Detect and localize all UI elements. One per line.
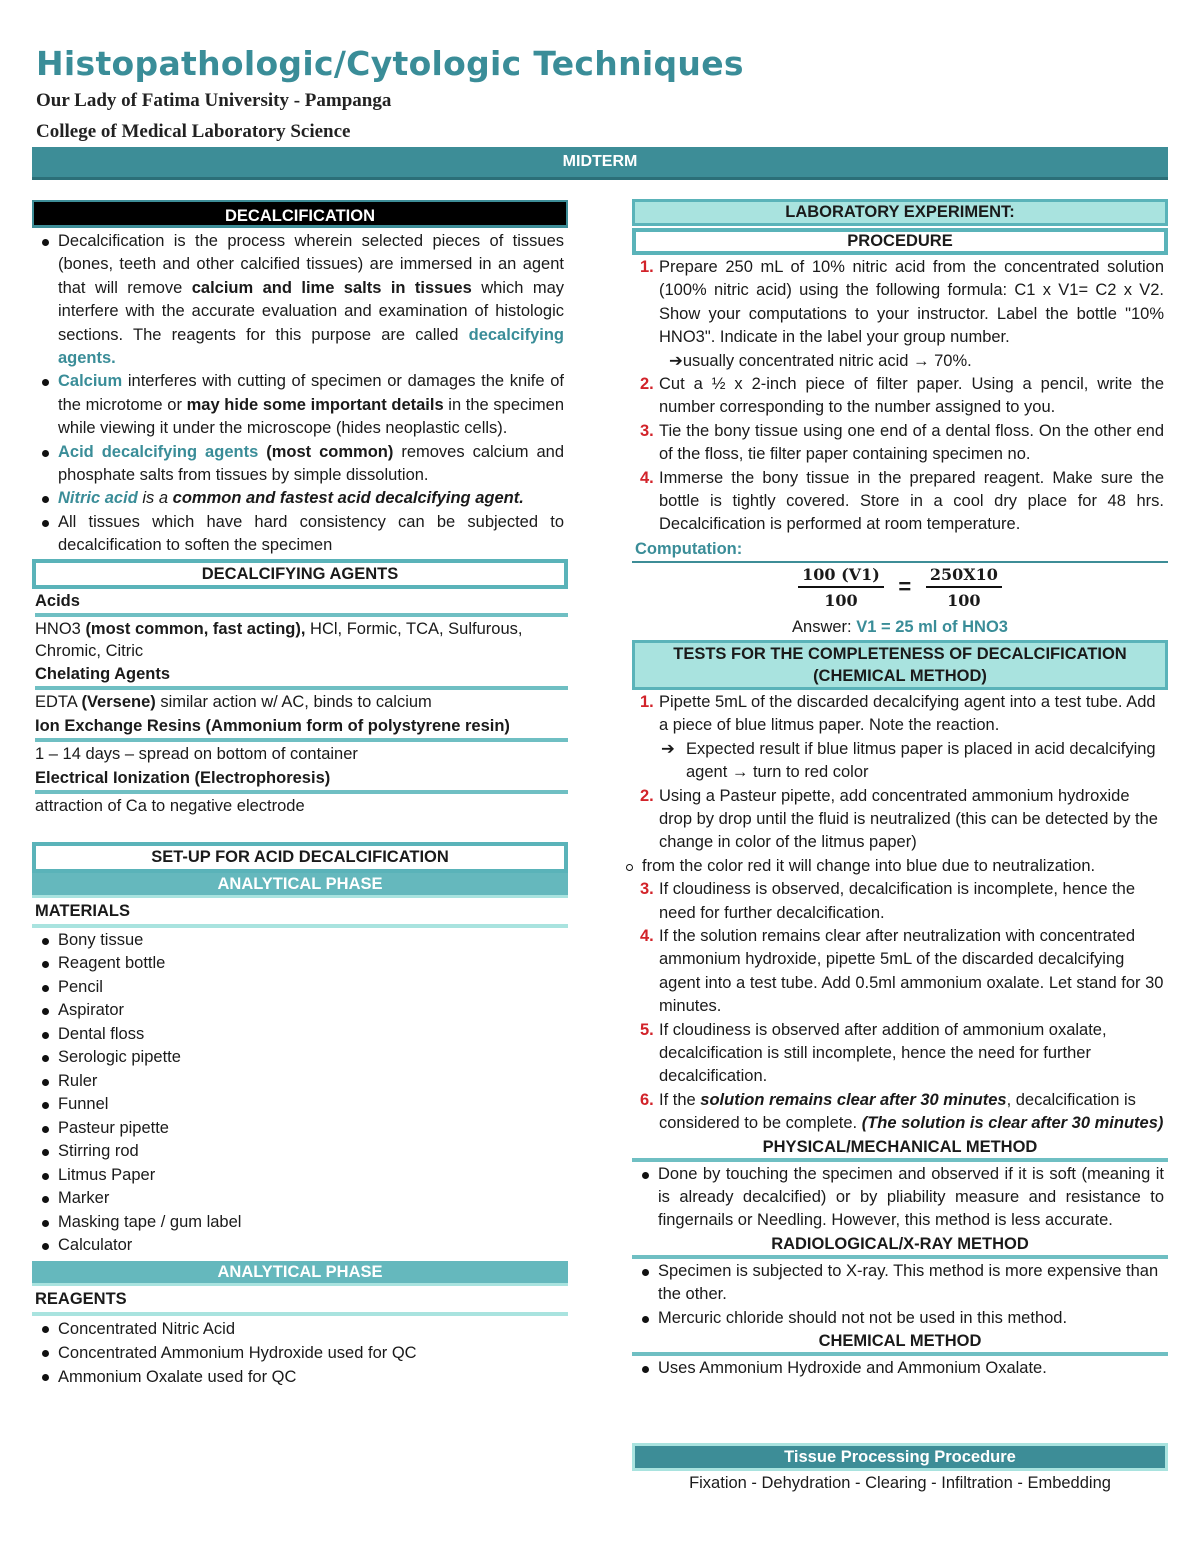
test-step: 5. If cloudiness is observed after addition of ammonium oxalate, decalcification is still incomplete, hence the need for further decalcification. (640, 1020, 1107, 1086)
procedure-heading: PROCEDURE (632, 228, 1168, 255)
test-note: ➔ Expected result if blue litmus paper is placed in acid decalcifying agent → turn to red color (661, 739, 1156, 782)
list-item: Concentrated Nitric Acid (32, 1317, 568, 1341)
setup-heading: SET-UP FOR ACID DECALCIFICATION (32, 842, 568, 873)
list-item: Bony tissue (32, 929, 568, 953)
physical-method-list (632, 1163, 1168, 1233)
electrical-label: Electrical Ionization (Electrophoresis) (35, 766, 568, 794)
chelating-label: Chelating Agents (35, 662, 568, 690)
list-item: All tissues which have hard consistency can be subjected to decalcification to soften the specimen (32, 511, 564, 558)
list-item: from the color red it will change into blue due to neutralization. (616, 855, 1168, 878)
list-item: Calculator (32, 1234, 568, 1258)
analytical-phase-heading-2: ANALYTICAL PHASE (32, 1261, 568, 1286)
tissue-processing-text: Fixation - Dehydration - Clearing - Infiltration - Embedding (689, 1474, 1111, 1492)
test-step: 1. Pipette 5mL of the discarded decalcifying agent into a test tube. Add a piece of blue litmus paper. Note the reaction. ➔ Expected result if blue litmus paper is placed in acid decalcifying agent → turn to red color (632, 691, 1164, 785)
right-column (632, 199, 1168, 1380)
list-item: Pencil (32, 976, 568, 1000)
computation-formula (632, 565, 1168, 615)
left-column (32, 200, 568, 1389)
list-item: Acid decalcifying agents (most common) removes calcium and phosphate salts from tissues by simple dissolution. (32, 441, 564, 488)
materials-list (32, 929, 568, 1258)
list-item: Masking tape / gum label (32, 1211, 568, 1235)
test-sublist (616, 855, 1168, 878)
materials-label: MATERIALS (32, 898, 568, 928)
answer: Answer: V1 = 25 ml of HNO3 (792, 617, 1008, 636)
list-item: Specimen is subjected to X-ray. This method is more expensive than the other. (632, 1260, 1164, 1307)
page-title: Histopathologic/Cytologic Techniques (36, 44, 744, 83)
midterm-banner: MIDTERM (32, 147, 1168, 177)
arrow-icon: ➔ (661, 739, 675, 758)
ion-exchange-text: 1 – 14 days – spread on bottom of container (35, 744, 358, 763)
radiological-method-list (632, 1260, 1168, 1330)
fraction-right: $\frac{250X10}{100}$ (926, 565, 1002, 610)
acids-label: Acids (35, 589, 568, 617)
list-item: Dental floss (32, 1023, 568, 1047)
list-item: Done by touching the specimen and observed if it is soft (meaning it is already decalcified) or by pliability measure and resistance to fingernails or Needling. However, this method is less accurate. (632, 1163, 1164, 1233)
list-item: Nitric acid is a common and fastest acid decalcifying agent. (32, 487, 564, 510)
lab-experiment-heading: LABORATORY EXPERIMENT: (632, 199, 1168, 226)
computation-label: Computation: (632, 537, 1168, 563)
college-name: College of Medical Laboratory Science (36, 121, 351, 142)
procedure-step: 1. Prepare 250 mL of 10% nitric acid from the concentrated solution (100% nitric acid) using the following formula: C1 x V1= C2 x V2. Show your computations to your instructor. Label the bottle "10% HNO3". Indicate in the label your group number. ➔usually concentrated nitric acid → 70%. (632, 256, 1164, 373)
decalcification-list (32, 230, 568, 558)
list-item: Marker (32, 1187, 568, 1211)
list-item: Calcium interferes with cutting of specimen or damages the knife of the microtome or may hide some important details in the specimen while viewing it under the microscope (hides neoplastic cells). (32, 370, 564, 440)
chemical-method-list (632, 1357, 1168, 1380)
test-step: 2. Using a Pasteur pipette, add concentrated ammonium hydroxide drop by drop until the fluid is neutralized (this can be detected by the change in color of the litmus paper) (640, 786, 1158, 852)
radiological-method-heading: RADIOLOGICAL/X-RAY METHOD (632, 1233, 1168, 1259)
test-step: 6. If the solution remains clear after 30 minutes, decalcification is considered to be complete. (The solution is clear after 30 minutes) (640, 1090, 1164, 1133)
step-note: ➔usually concentrated nitric acid → 70%. (669, 351, 972, 370)
list-item: Concentrated Ammonium Hydroxide used for QC (32, 1341, 568, 1365)
list-item: Ruler (32, 1070, 568, 1094)
decalcification-heading: DECALCIFICATION (32, 200, 568, 228)
list-item: Stirring rod (32, 1140, 568, 1164)
equals-sign: = (898, 574, 912, 600)
tests-heading: TESTS FOR THE COMPLETENESS OF DECALCIFICATION (CHEMICAL METHOD) (632, 640, 1168, 690)
acids-text: HNO3 (most common, fast acting), HCl, Formic, TCA, Sulfurous, Chromic, Citric (35, 619, 523, 660)
list-item: Funnel (32, 1093, 568, 1117)
university-name: Our Lady of Fatima University - Pampanga (36, 90, 392, 111)
tests-list (632, 691, 1168, 855)
list-item: Uses Ammonium Hydroxide and Ammonium Oxalate. (632, 1357, 1168, 1380)
procedure-step: 4. Immerse the bony tissue in the prepared reagent. Make sure the bottle is tightly covered. Store in a cool dry place for 48 hrs. Decalcification is performed at room temperature. (640, 468, 1164, 534)
list-item: Aspirator (32, 999, 568, 1023)
procedure-step: 2. Cut a ½ x 2-inch piece of filter paper. Using a pencil, write the number corresponding to the number assigned to you. (640, 375, 1164, 417)
analytical-phase-heading: ANALYTICAL PHASE (32, 873, 568, 898)
list-item: Decalcification is the process wherein selected pieces of tissues (bones, teeth and other calcified tissues) are immersed in an agent that will remove calcium and lime salts in tissues which may interfere with the accurate evaluation and examination of histologic sections. The reagents for this purpose are called decalcifying agents. (32, 230, 564, 370)
fraction-left: $\frac{100 (V1)}{100}$ (798, 565, 884, 610)
tissue-processing-heading: Tissue Processing Procedure (632, 1443, 1168, 1471)
tests-list-continued (632, 878, 1168, 1135)
list-item: Ammonium Oxalate used for QC (32, 1365, 568, 1389)
reagents-list (32, 1317, 568, 1389)
reagents-label: REAGENTS (32, 1286, 568, 1316)
list-item: Mercuric chloride should not not be used in this method. (632, 1307, 1164, 1330)
test-step: 4. If the solution remains clear after neutralization with concentrated ammonium hydroxide, pipette 5mL of the discarded decalcifying agent into a test tube. Add 0.5ml ammonium oxalate. Let stand for 30 minutes. (640, 926, 1164, 1016)
list-item: Serologic pipette (32, 1046, 568, 1070)
test-step: 3. If cloudiness is observed, decalcification is incomplete, hence the need for further decalcification. (640, 880, 1136, 922)
list-item: Reagent bottle (32, 952, 568, 976)
electrical-text: attraction of Ca to negative electrode (35, 796, 305, 815)
list-item: Pasteur pipette (32, 1117, 568, 1141)
chemical-method-heading: CHEMICAL METHOD (632, 1330, 1168, 1356)
list-item: Litmus Paper (32, 1164, 568, 1188)
ion-exchange-label: Ion Exchange Resins (Ammonium form of polystyrene resin) (35, 714, 568, 742)
physical-method-heading: PHYSICAL/MECHANICAL METHOD (632, 1136, 1168, 1162)
procedure-list (632, 256, 1168, 537)
decalcifying-agents-heading: DECALCIFYING AGENTS (32, 559, 568, 589)
chelating-text: EDTA (Versene) similar action w/ AC, binds to calcium (35, 692, 432, 711)
procedure-step: 3. Tie the bony tissue using one end of a dental floss. On the other end of the floss, tie filter paper containing specimen no. (640, 421, 1164, 464)
